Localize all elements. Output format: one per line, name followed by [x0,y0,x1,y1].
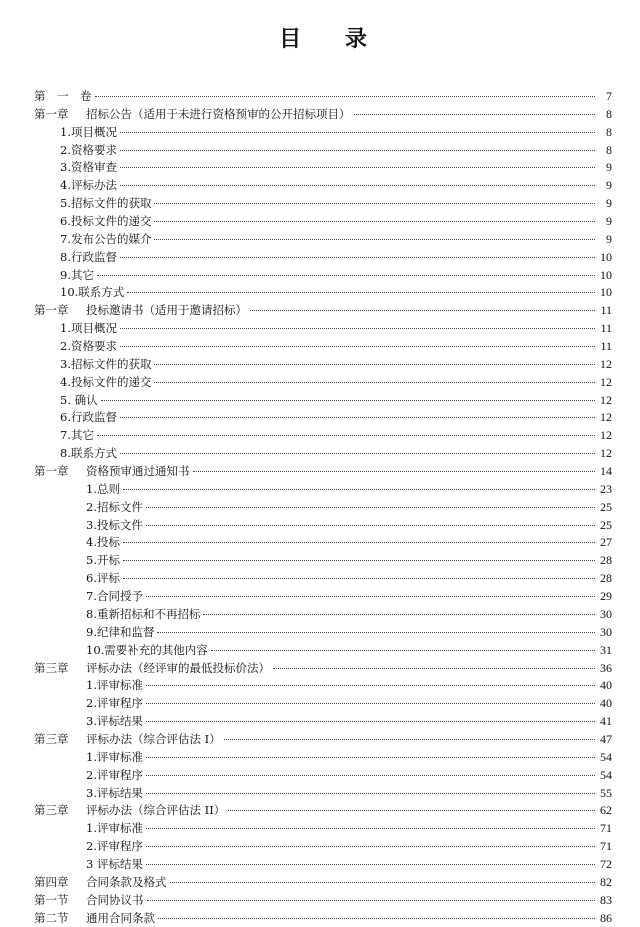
toc-section-entry[interactable] [34,284,612,302]
toc-chapter-label: 第二节 [34,910,69,925]
dot-leader [250,310,595,311]
toc-entry-title: 2.评审程序 [86,767,143,782]
toc-chapter-entry[interactable] [34,302,612,320]
toc-section-entry[interactable] [34,374,612,392]
toc-entry-text [86,785,143,803]
toc-section-entry[interactable] [34,499,612,517]
toc-section-entry[interactable] [34,695,612,713]
toc-section-entry[interactable] [34,588,612,606]
dot-leader [154,203,595,204]
toc-page-number: 8 [606,142,612,157]
dot-leader [120,257,595,258]
toc-entry-text [60,374,151,392]
toc-page-number: 11 [600,303,612,318]
toc-entry-text [60,177,117,195]
toc-entry-title: 7.发布公告的媒介 [60,231,152,246]
toc-entry-title: 8.联系方式 [60,446,117,461]
toc-entry-text [86,552,120,570]
toc-entry-title: 4.评标办法 [60,178,117,193]
toc-entry-title: 1.评审标准 [86,821,143,836]
toc-page-number: 36 [600,660,612,675]
toc-entry-title: 3 评标结果 [86,856,143,871]
toc-page-number: 40 [600,696,612,711]
dot-leader [120,346,595,347]
toc-page-number: 71 [600,839,612,854]
dot-leader [120,417,595,418]
dot-leader [120,453,595,454]
toc-entry-title: 7.其它 [60,428,94,443]
toc-entry-title: 7.合同授予 [86,589,143,604]
toc-page-number: 8 [606,124,612,139]
toc-page-number: 11 [600,339,612,354]
toc-chapter-label: 第四章 [34,874,69,889]
toc-page-number: 25 [600,499,612,514]
toc-entry-title: 评标办法（经评审的最低投标价法） [86,660,270,675]
toc-section-entry[interactable] [34,392,612,410]
toc-section-entry[interactable] [34,624,612,642]
toc-page-number: 29 [600,589,612,604]
toc-section-entry[interactable] [34,677,612,695]
toc-entry-title: 6.评标 [86,571,120,586]
dot-leader [147,900,596,901]
toc-entry-text [86,624,154,642]
toc-entry-text [34,106,351,124]
toc-page-number: 30 [600,606,612,621]
toc-chapter-entry[interactable] [34,731,612,749]
dot-leader [146,757,595,758]
toc-entry-title: 2.资格要求 [60,142,117,157]
toc-chapter-label: 第一章 [34,106,69,121]
toc-entry-title: 评标办法（综合评估法 II） [86,803,226,818]
dot-leader [123,542,595,543]
dot-leader [146,596,595,597]
toc-page-number: 12 [600,428,612,443]
toc-section-entry[interactable] [34,427,612,445]
toc-entry-text [86,499,143,517]
toc-chapter-label: 第三章 [34,660,69,675]
dot-leader [123,560,595,561]
toc-section-entry[interactable] [34,195,612,213]
toc-entry-text [60,409,117,427]
toc-page-number: 30 [600,624,612,639]
dot-leader [146,775,595,776]
toc-entry-text [86,713,143,731]
toc-entry-text [34,88,92,106]
toc-entry-text [86,856,143,874]
dot-leader [127,292,595,293]
toc-entry-title: 1.项目概况 [60,321,117,336]
toc-entry-text [86,838,143,856]
toc-entry-title: 3.投标文件 [86,517,143,532]
toc-entry-title: 合同协议书 [86,892,144,907]
table-of-contents [34,88,612,927]
toc-entry-title: 2.评审程序 [86,839,143,854]
toc-page-number: 54 [600,749,612,764]
toc-section-entry[interactable] [34,213,612,231]
toc-entry-title: 6.行政监督 [60,410,117,425]
dot-leader [146,793,595,794]
toc-section-entry[interactable] [34,124,612,142]
dot-leader [120,185,595,186]
toc-entry-text [60,338,117,356]
toc-page-number: 7 [606,89,612,103]
toc-entry-title: 投标邀请书（适用于邀请招标） [86,303,247,318]
toc-entry-title: 3.评标结果 [86,714,143,729]
toc-entry-title: 2.资格要求 [60,339,117,354]
toc-chapter-label: 第 一 卷 [34,89,92,103]
toc-page-number: 12 [600,374,612,389]
toc-page-number: 71 [600,821,612,836]
toc-section-entry[interactable] [34,142,612,160]
toc-section-entry[interactable] [34,481,612,499]
toc-section-entry[interactable] [34,767,612,785]
toc-page-number: 86 [600,910,612,925]
toc-chapter-entry[interactable] [34,88,612,106]
toc-page-number: 55 [600,785,612,800]
toc-entry-title: 2.招标文件 [86,499,143,514]
toc-page-number: 14 [600,464,612,479]
toc-page-number: 9 [606,231,612,246]
toc-chapter-label: 第一章 [34,303,69,318]
toc-section-entry[interactable] [34,838,612,856]
toc-entry-text [86,749,143,767]
toc-section-entry[interactable] [34,606,612,624]
toc-section-entry[interactable] [34,570,612,588]
toc-section-entry[interactable] [34,534,612,552]
toc-entry-title: 合同条款及格式 [86,874,167,889]
toc-entry-title: 1.评审标准 [86,749,143,764]
toc-entry-text [60,195,151,213]
dot-leader [154,239,595,240]
toc-entry-text [86,820,143,838]
toc-entry-title: 1.项目概况 [60,124,117,139]
toc-entry-text [34,874,167,892]
toc-entry-title: 资格预审通过通知书 [86,464,190,479]
toc-page-number: 8 [606,106,612,121]
toc-section-entry[interactable] [34,820,612,838]
dot-leader [146,525,595,526]
dot-leader [146,864,595,865]
toc-entry-title: 6.投标文件的递交 [60,214,152,229]
dot-leader [123,489,595,490]
toc-section-entry[interactable] [34,177,612,195]
toc-chapter-entry[interactable] [34,892,612,910]
toc-entry-title: 10.联系方式 [60,285,125,300]
toc-entry-title: 招标公告（适用于未进行资格预审的公开招标项目） [86,106,351,121]
toc-page-number: 47 [600,731,612,746]
toc-page-number: 12 [600,392,612,407]
toc-section-entry[interactable] [34,445,612,463]
toc-section-entry[interactable] [34,749,612,767]
dot-leader [120,167,595,168]
toc-page-number: 28 [600,553,612,568]
toc-page-number: 9 [606,214,612,229]
toc-entry-title: 评标办法（综合评估法 I） [86,731,221,746]
toc-chapter-entry[interactable] [34,802,612,820]
toc-page-number: 28 [600,571,612,586]
toc-entry-text [60,284,124,302]
toc-title: 目 录 [279,26,385,52]
dot-leader [193,471,596,472]
toc-entry-text [86,481,120,499]
toc-entry-text [34,660,270,678]
toc-section-entry[interactable] [34,249,612,267]
toc-entry-text [86,534,120,552]
toc-chapter-label: 第三章 [34,803,69,818]
toc-entry-title: 5.招标文件的获取 [60,196,152,211]
toc-page-number: 72 [600,856,612,871]
toc-entry-text [60,159,117,177]
toc-entry-text [60,231,151,249]
dot-leader [120,328,595,329]
toc-page-number: 41 [600,714,612,729]
toc-page-number: 11 [600,321,612,336]
dot-leader [203,614,595,615]
dot-leader [97,275,595,276]
toc-page-number: 12 [600,356,612,371]
toc-page-number: 10 [600,249,612,264]
toc-entry-text [86,695,143,713]
toc-entry-text [34,910,155,927]
toc-entry-title: 5.开标 [86,553,120,568]
toc-entry-text [86,677,143,695]
toc-section-entry[interactable] [34,320,612,338]
dot-leader [224,739,595,740]
toc-entry-text [34,302,247,320]
toc-page-number: 40 [600,678,612,693]
toc-entry-text [86,606,200,624]
dot-leader [354,114,596,115]
toc-entry-text [60,249,117,267]
dot-leader [95,96,596,97]
toc-section-entry[interactable] [34,642,612,660]
toc-chapter-entry[interactable] [34,463,612,481]
toc-section-entry[interactable] [34,713,612,731]
toc-entry-text [60,392,98,410]
toc-entry-title: 5. 确认 [60,392,98,407]
toc-page-number: 83 [600,892,612,907]
toc-chapter-entry[interactable] [34,910,612,927]
dot-leader [146,846,595,847]
toc-page-number: 10 [600,285,612,300]
toc-section-entry[interactable] [34,356,612,374]
toc-page-number: 27 [600,535,612,550]
toc-section-entry[interactable] [34,785,612,803]
toc-entry-title: 通用合同条款 [86,910,155,925]
dot-leader [154,221,595,222]
toc-section-entry[interactable] [34,267,612,285]
toc-page-number: 62 [600,803,612,818]
toc-page-number: 23 [600,481,612,496]
toc-page-number: 82 [600,874,612,889]
dot-leader [154,382,595,383]
toc-entry-title: 9.其它 [60,267,94,282]
dot-leader [170,882,596,883]
dot-leader [211,650,595,651]
toc-page-number: 12 [600,446,612,461]
toc-entry-title: 1.总则 [86,481,120,496]
dot-leader [97,435,595,436]
toc-section-entry[interactable] [34,159,612,177]
dot-leader [154,364,595,365]
toc-entry-text [34,802,225,820]
dot-leader [146,685,595,686]
toc-entry-title: 3.评标结果 [86,785,143,800]
toc-entry-text [60,356,151,374]
dot-leader [146,507,595,508]
toc-section-entry[interactable] [34,856,612,874]
toc-entry-title: 2.评审程序 [86,696,143,711]
toc-entry-text [34,892,144,910]
toc-entry-text [60,124,117,142]
toc-section-entry[interactable] [34,409,612,427]
toc-section-entry[interactable] [34,338,612,356]
toc-entry-text [86,570,120,588]
toc-entry-title: 3.资格审查 [60,160,117,175]
toc-entry-title: 3.招标文件的获取 [60,356,152,371]
toc-chapter-label: 第一章 [34,464,69,479]
dot-leader [146,721,595,722]
toc-page-number: 9 [606,160,612,175]
dot-leader [146,703,595,704]
toc-page-number: 25 [600,517,612,532]
toc-chapter-label: 第一节 [34,892,69,907]
dot-leader [101,400,595,401]
toc-section-entry[interactable] [34,517,612,535]
toc-page-number: 10 [600,267,612,282]
dot-leader [273,668,595,669]
dot-leader [123,578,595,579]
toc-page-number: 31 [600,642,612,657]
toc-page-number: 12 [600,410,612,425]
dot-leader [158,918,595,919]
toc-entry-title: 9.纪律和监督 [86,624,155,639]
dot-leader [157,632,595,633]
toc-section-entry[interactable] [34,231,612,249]
toc-entry-text [60,142,117,160]
dot-leader [228,810,595,811]
toc-chapter-label: 第三章 [34,731,69,746]
toc-entry-text [34,731,221,749]
dot-leader [120,132,595,133]
toc-chapter-entry[interactable] [34,660,612,678]
toc-section-entry[interactable] [34,552,612,570]
toc-entry-title: 4.投标文件的递交 [60,374,152,389]
toc-entry-text [34,463,190,481]
toc-entry-title: 8.行政监督 [60,249,117,264]
toc-entry-text [60,427,94,445]
toc-entry-text [86,517,143,535]
toc-entry-text [60,320,117,338]
toc-entry-title: 4.投标 [86,535,120,550]
toc-entry-text [60,213,151,231]
dot-leader [120,150,595,151]
toc-entry-title: 1.评审标准 [86,678,143,693]
toc-page-number: 9 [606,178,612,193]
toc-entry-text [86,642,208,660]
toc-page-number: 9 [606,196,612,211]
toc-chapter-entry[interactable] [34,106,612,124]
toc-entry-text [60,445,117,463]
toc-entry-text [86,767,143,785]
dot-leader [146,828,595,829]
toc-entry-text [60,267,94,285]
toc-entry-text [86,588,143,606]
toc-entry-title: 10.需要补充的其他内容 [86,642,208,657]
toc-page-number: 54 [600,767,612,782]
toc-entry-title: 8.重新招标和不再招标 [86,606,201,621]
toc-chapter-entry[interactable] [34,874,612,892]
